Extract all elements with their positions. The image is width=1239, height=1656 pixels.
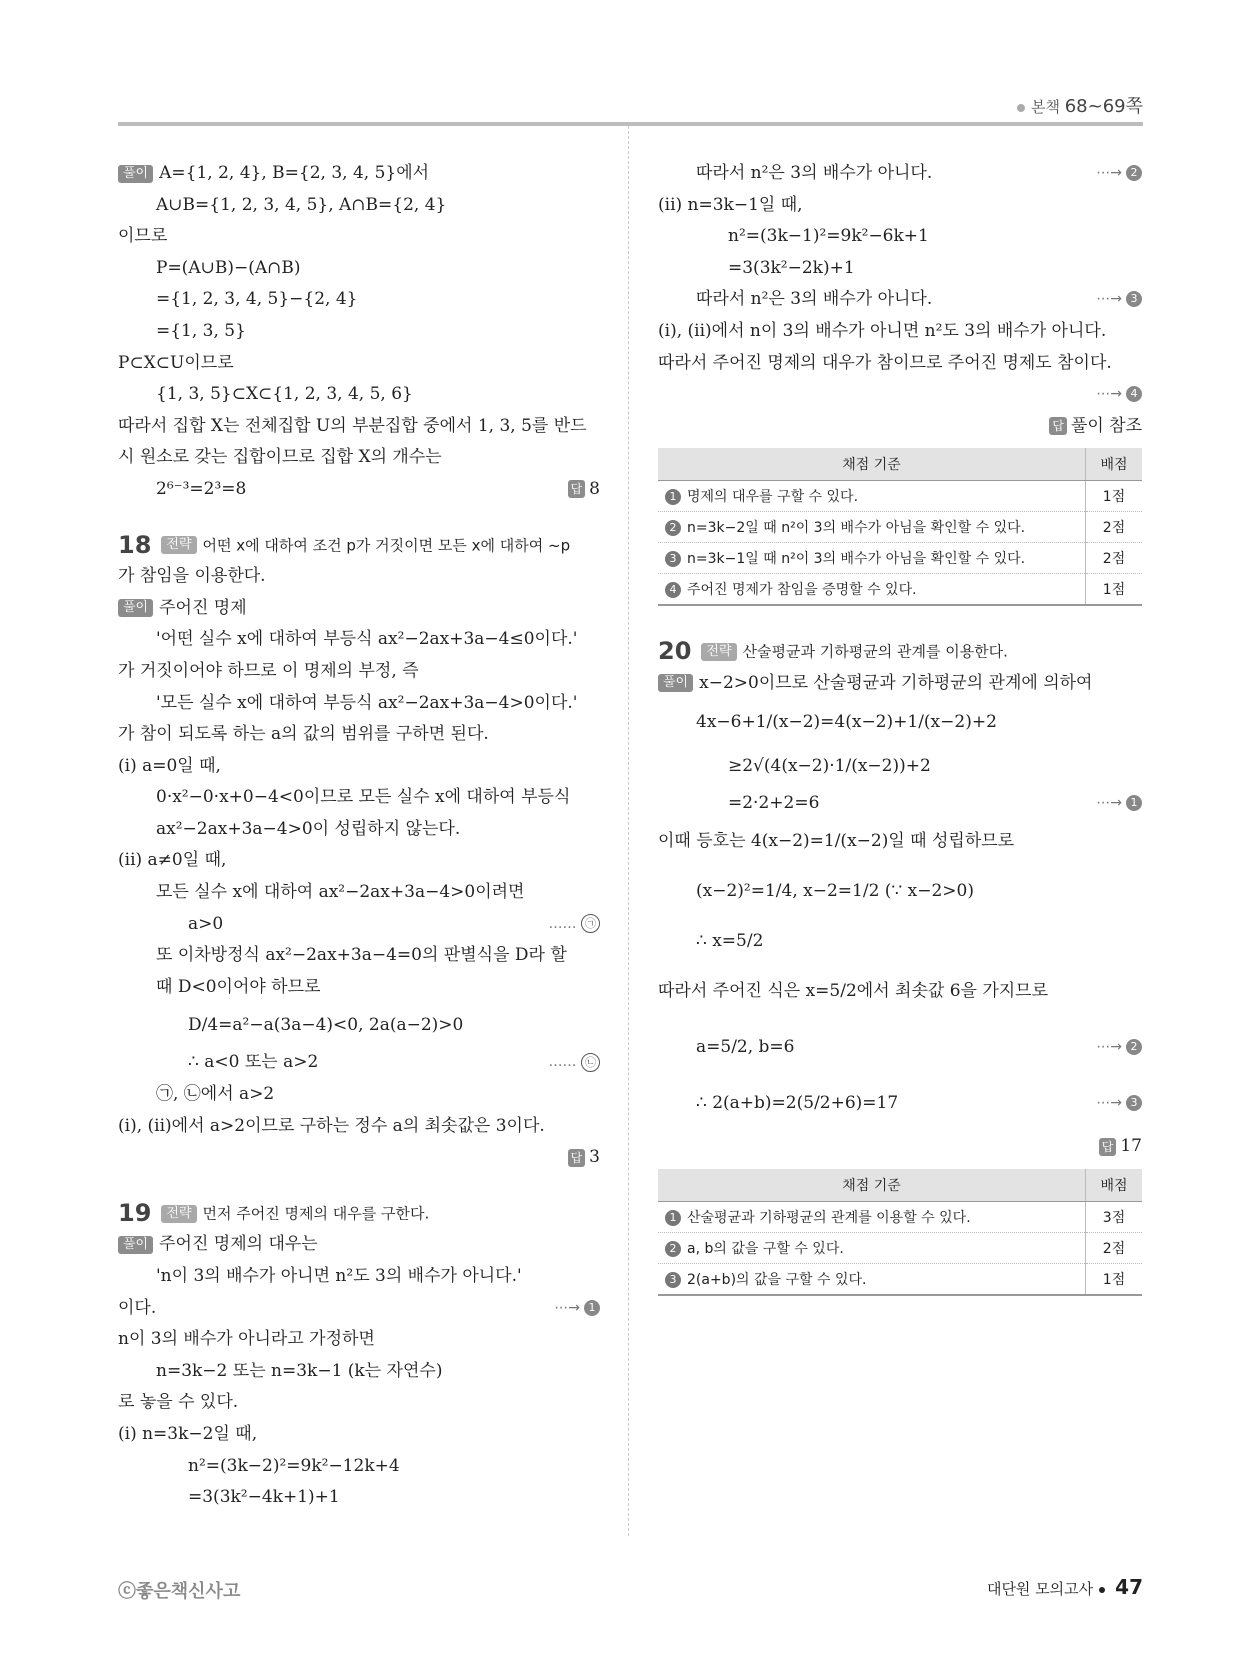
criteria-text: a, b의 값을 구할 수 있다. <box>687 1240 844 1257</box>
text-line <box>118 561 600 593</box>
text-line <box>118 656 600 688</box>
text-line <box>118 190 600 222</box>
line-text: (i) n=3k−2일 때, <box>118 1423 258 1444</box>
text-line <box>118 1451 600 1483</box>
line-text: D/4=a²−a(3a−4)<0, 2a(a−2)>0 <box>188 1015 464 1036</box>
text-line <box>118 719 600 751</box>
points-cell: 2점 <box>1086 543 1143 574</box>
line-text: 이므로 <box>118 226 168 247</box>
section-title: 대단원 모의고사 <box>986 1580 1094 1598</box>
text-line <box>658 788 1142 820</box>
line-text: ={1, 3, 5} <box>156 320 246 341</box>
line-text: (x−2)²=1/4, x−2=1/2 (∵ x−2>0) <box>696 881 974 902</box>
step-number: 4 <box>1126 386 1142 402</box>
line-text: 시 원소로 갖는 집합이므로 집합 X의 개수는 <box>118 447 442 468</box>
answer-value: 풀이 참조 <box>1070 415 1142 436</box>
text-line <box>118 530 600 562</box>
section-gap <box>118 506 600 530</box>
text-line <box>118 1261 600 1293</box>
score-step-marker: ⋯→ 3 <box>1096 1075 1142 1131</box>
line-text: 로 놓을 수 있다. <box>118 1392 239 1413</box>
criteria-cell <box>658 1263 1086 1295</box>
page-number: 47 <box>1115 1575 1143 1599</box>
q19-continuation <box>658 158 1142 442</box>
answer-icon: 답 <box>568 1149 586 1167</box>
page-header <box>118 78 1143 126</box>
line-text: 0·x²−0·x+0−4<0이므로 모든 실수 x에 대하여 부등식 <box>156 787 571 808</box>
step-number: 3 <box>1126 291 1142 307</box>
text-line: ∴ a<0 또는 a>2 …… ㉡ <box>118 1047 600 1079</box>
strategy-tag: 전략 <box>161 1205 196 1223</box>
line-text: =2·2+2=6 <box>728 792 820 813</box>
text-line <box>118 348 600 380</box>
text-line <box>118 688 600 720</box>
line-text: '어떤 실수 x에 대하여 부등식 ax²−2ax+3a−4≤0이다.' <box>156 629 578 650</box>
text-line <box>118 316 600 348</box>
points-cell: 2점 <box>1086 1232 1143 1263</box>
step-number: 3 <box>1126 1095 1142 1111</box>
criteria-cell <box>658 574 1086 606</box>
publisher-logo: ⓒ좋은책신사고 <box>118 1581 241 1602</box>
step-number: 2 <box>1126 1039 1142 1055</box>
text-line <box>658 963 1142 1019</box>
step-number: 1 <box>1126 795 1142 811</box>
table-row <box>658 1201 1142 1232</box>
bullet-icon <box>1017 104 1025 112</box>
line-text: 따라서 집합 X는 전체집합 U의 부분집합 중에서 1, 3, 5를 반드 <box>118 415 587 436</box>
line-text: 가 참임을 이용한다. <box>118 566 266 587</box>
condition-marker: ㉡ <box>581 1053 600 1072</box>
solution-tag: 풀이 <box>118 1236 153 1254</box>
text-line <box>118 877 600 909</box>
strategy-tag: 전략 <box>701 643 736 661</box>
points-cell: 1점 <box>1086 574 1143 606</box>
section-gap <box>658 612 1142 636</box>
text-line <box>658 348 1142 380</box>
left-column <box>118 158 600 1514</box>
text-line <box>658 863 1142 919</box>
step-number: 2 <box>665 1241 681 1257</box>
text-line <box>118 442 600 474</box>
text-line: a>0 …… ㉠ <box>118 909 600 941</box>
criteria-text: n=3k−2일 때 n²이 3의 배수가 아님을 확인할 수 있다. <box>687 520 1026 537</box>
step-number: 3 <box>665 1272 681 1288</box>
solution-tag: 풀이 <box>658 674 693 692</box>
text-line <box>658 1131 1142 1163</box>
line-text: 'n이 3의 배수가 아니면 n²도 3의 배수가 아니다.' <box>156 1266 522 1286</box>
step-number: 2 <box>1126 165 1142 181</box>
question-number: 19 <box>118 1198 152 1227</box>
text-line <box>118 972 600 1004</box>
criteria-text: 2(a+b)의 값을 구할 수 있다. <box>687 1271 867 1288</box>
line-text: 때 D<0이어야 하므로 <box>156 976 321 997</box>
table-row <box>658 543 1142 574</box>
score-step-marker: ⋯→ 4 <box>1096 379 1142 411</box>
table-row <box>658 1263 1142 1295</box>
line-text: '모든 실수 x에 대하여 부등식 ax²−2ax+3a−4>0이다.' <box>156 692 578 713</box>
answer-icon: 답 <box>1049 417 1067 435</box>
criteria-cell <box>658 481 1086 512</box>
line-text: 어떤 x에 대하여 조건 p가 거짓이면 모든 x에 대하여 ~p <box>202 535 571 554</box>
line-text: 주어진 명제 <box>159 597 247 618</box>
table-header-criteria: 채점 기준 <box>658 1169 1086 1202</box>
text-line <box>118 1293 600 1325</box>
text-line <box>118 593 600 625</box>
solution-tag: 풀이 <box>118 165 153 183</box>
text-line <box>118 474 600 506</box>
line-text: 따라서 주어진 명제의 대우가 참이므로 주어진 명제도 참이다. <box>658 352 1112 373</box>
line-text: (ii) n=3k−1일 때, <box>658 194 803 215</box>
line-text: 먼저 주어진 명제의 대우를 구한다. <box>202 1204 430 1223</box>
line-text: P⊂X⊂U이므로 <box>118 352 234 373</box>
section-gap <box>118 1174 600 1198</box>
scoring-table-19 <box>658 448 1142 606</box>
answer <box>1049 411 1142 443</box>
line-text: 또 이차방정식 ax²−2ax+3a−4=0의 판별식을 D라 할 <box>156 945 567 966</box>
table-header-points: 배점 <box>1086 448 1143 481</box>
strategy-tag: 전략 <box>161 536 196 554</box>
table-row <box>658 481 1142 512</box>
line-text: ≥2√(4(x−2)·1/(x−2))+2 <box>728 755 931 776</box>
score-step-marker: ⋯→ 2 <box>1096 1019 1142 1075</box>
line-text: {1, 3, 5}⊂X⊂{1, 2, 3, 4, 5, 6} <box>156 384 413 405</box>
criteria-text: n=3k−1일 때 n²이 3의 배수가 아님을 확인할 수 있다. <box>687 551 1026 568</box>
text-line <box>118 845 600 877</box>
question-number: 18 <box>118 530 152 559</box>
line-text: =3(3k²−2k)+1 <box>728 257 855 278</box>
text-line <box>118 1482 600 1514</box>
text-line <box>658 253 1142 285</box>
text-line <box>658 1075 1142 1131</box>
text-line <box>118 1229 600 1261</box>
line-text: (i), (ii)에서 a>2이므로 구하는 정수 a의 최솟값은 3이다. <box>118 1115 545 1136</box>
page-footer <box>987 1575 1143 1599</box>
text-line <box>118 1324 600 1356</box>
table-row <box>658 1232 1142 1263</box>
line-text: ax²−2ax+3a−4>0이 성립하지 않는다. <box>156 818 461 839</box>
text-line <box>658 158 1142 190</box>
line-text: x−2>0이므로 산술평균과 기하평균의 관계에 의하여 <box>699 672 1093 693</box>
text-line <box>118 379 600 411</box>
line-text: ∴ x=5/2 <box>696 931 764 952</box>
text-line <box>118 624 600 656</box>
text-line <box>658 919 1142 963</box>
text-line <box>658 284 1142 316</box>
line-text: n²=(3k−2)²=9k²−12k+4 <box>188 1455 400 1476</box>
text-line <box>118 782 600 814</box>
line-text: a>0 <box>188 913 224 934</box>
question-number: 20 <box>658 637 692 666</box>
line-text: ∴ 2(a+b)=2(5/2+6)=17 <box>696 1093 899 1114</box>
points-cell: 2점 <box>1086 512 1143 543</box>
answer-icon: 답 <box>568 480 586 498</box>
text-line <box>118 1079 600 1111</box>
q20-solution <box>658 612 1142 1162</box>
text-line <box>118 1387 600 1419</box>
line-text: P=(A∪B)−(A∩B) <box>156 257 301 278</box>
answer-value: 8 <box>589 478 600 499</box>
page-reference: 본책 68~69쪽 <box>1017 92 1143 118</box>
text-line <box>118 1142 600 1174</box>
points-cell: 1점 <box>1086 481 1143 512</box>
step-number: 4 <box>665 582 681 598</box>
text-line <box>118 751 600 783</box>
text-line <box>118 1356 600 1388</box>
line-text: =3(3k²−4k+1)+1 <box>188 1487 340 1508</box>
text-line <box>118 1111 600 1143</box>
line-text: (i) a=0일 때, <box>118 755 221 776</box>
text-line <box>118 253 600 285</box>
line-text: 따라서 주어진 식은 x=5/2에서 최솟값 6을 가지므로 <box>658 981 1049 1002</box>
step-number: 1 <box>584 1300 600 1316</box>
line-text: ∴ a<0 또는 a>2 <box>188 1052 319 1073</box>
score-step-marker: ⋯→ 1 <box>554 1293 600 1325</box>
table-row <box>658 512 1142 543</box>
text-line <box>658 744 1142 788</box>
criteria-text: 명제의 대우를 구할 수 있다. <box>687 489 859 506</box>
solution-tag: 풀이 <box>118 599 153 617</box>
answer <box>1099 1131 1142 1163</box>
text-line <box>118 284 600 316</box>
text-line <box>118 814 600 846</box>
line-text: A={1, 2, 4}, B={2, 3, 4, 5}에서 <box>159 163 430 183</box>
line-text: 모든 실수 x에 대하여 ax²−2ax+3a−4>0이려면 <box>156 882 525 903</box>
line-text: 따라서 n²은 3의 배수가 아니다. <box>696 289 933 310</box>
table-header-points: 배점 <box>1086 1169 1143 1202</box>
criteria-cell <box>658 543 1086 574</box>
criteria-cell <box>658 512 1086 543</box>
line-text: 산술평균과 기하평균의 관계를 이용한다. <box>742 642 1008 661</box>
points-cell: 1점 <box>1086 1263 1143 1295</box>
text-line <box>658 379 1142 411</box>
text-line <box>658 221 1142 253</box>
text-line <box>658 668 1142 700</box>
text-line <box>118 221 600 253</box>
line-text: 따라서 n²은 3의 배수가 아니다. <box>696 163 933 183</box>
line-text: 주어진 명제의 대우는 <box>159 1234 318 1255</box>
line-text: ㉠, ㉡에서 a>2 <box>156 1084 275 1105</box>
line-text: n=3k−2 또는 n=3k−1 (k는 자연수) <box>156 1360 443 1381</box>
step-number: 3 <box>665 551 681 567</box>
step-number: 1 <box>665 1210 681 1226</box>
answer-icon: 답 <box>1099 1138 1117 1156</box>
answer <box>568 474 600 506</box>
answer-value: 17 <box>1120 1136 1142 1157</box>
line-text: (i), (ii)에서 n이 3의 배수가 아니면 n²도 3의 배수가 아니다. <box>658 320 1107 341</box>
text-line <box>658 636 1142 668</box>
text-line <box>658 411 1142 443</box>
line-text: n이 3의 배수가 아니라고 가정하면 <box>118 1329 375 1350</box>
criteria-cell <box>658 1232 1086 1263</box>
table-row <box>658 574 1142 606</box>
text-line <box>658 1019 1142 1075</box>
scoring-table-20 <box>658 1169 1142 1296</box>
line-text: 가 참이 되도록 하는 a의 값의 범위를 구하면 된다. <box>118 724 489 745</box>
line-text: 가 거짓이어야 하므로 이 명제의 부정, 즉 <box>118 660 419 681</box>
line-text: A∪B={1, 2, 3, 4, 5}, A∩B={2, 4} <box>156 194 447 215</box>
table-header-criteria: 채점 기준 <box>658 448 1086 481</box>
line-text: 4x−6+1/(x−2)=4(x−2)+1/(x−2)+2 <box>696 711 997 732</box>
text-line <box>118 1419 600 1451</box>
text-line <box>658 819 1142 863</box>
text-line <box>118 158 600 190</box>
score-step-marker: ⋯→ 3 <box>1096 284 1142 316</box>
right-column <box>658 158 1142 1302</box>
bullet-icon <box>1099 1587 1105 1593</box>
score-step-marker: ⋯→ 1 <box>1096 788 1142 820</box>
line-text: ={1, 2, 3, 4, 5}−{2, 4} <box>156 289 358 310</box>
column-divider <box>628 126 629 1536</box>
score-step-marker: ⋯→ 2 <box>1096 158 1142 190</box>
text-line <box>118 940 600 972</box>
points-cell: 3점 <box>1086 1201 1143 1232</box>
line-text: n²=(3k−1)²=9k²−6k+1 <box>728 226 929 247</box>
criteria-text: 주어진 명제가 참임을 증명할 수 있다. <box>687 582 917 599</box>
line-text: 이때 등호는 4(x−2)=1/(x−2)일 때 성립하므로 <box>658 831 1015 852</box>
criteria-cell <box>658 1201 1086 1232</box>
line-text: 2⁶⁻³=2³=8 <box>156 478 247 499</box>
criteria-text: 산술평균과 기하평균의 관계를 이용할 수 있다. <box>687 1209 971 1226</box>
condition-marker: ㉠ <box>581 914 600 933</box>
line-text: (ii) a≠0일 때, <box>118 850 227 871</box>
line-text: 이다. <box>118 1297 157 1318</box>
step-number: 2 <box>665 520 681 536</box>
answer-value: 3 <box>589 1147 600 1168</box>
text-line <box>118 1198 600 1230</box>
text-line <box>118 1003 600 1047</box>
text-line <box>118 411 600 443</box>
text-line <box>658 190 1142 222</box>
line-text: a=5/2, b=6 <box>696 1037 795 1058</box>
text-line <box>658 316 1142 348</box>
answer <box>568 1142 600 1174</box>
step-number: 1 <box>665 489 681 505</box>
text-line <box>658 700 1142 744</box>
